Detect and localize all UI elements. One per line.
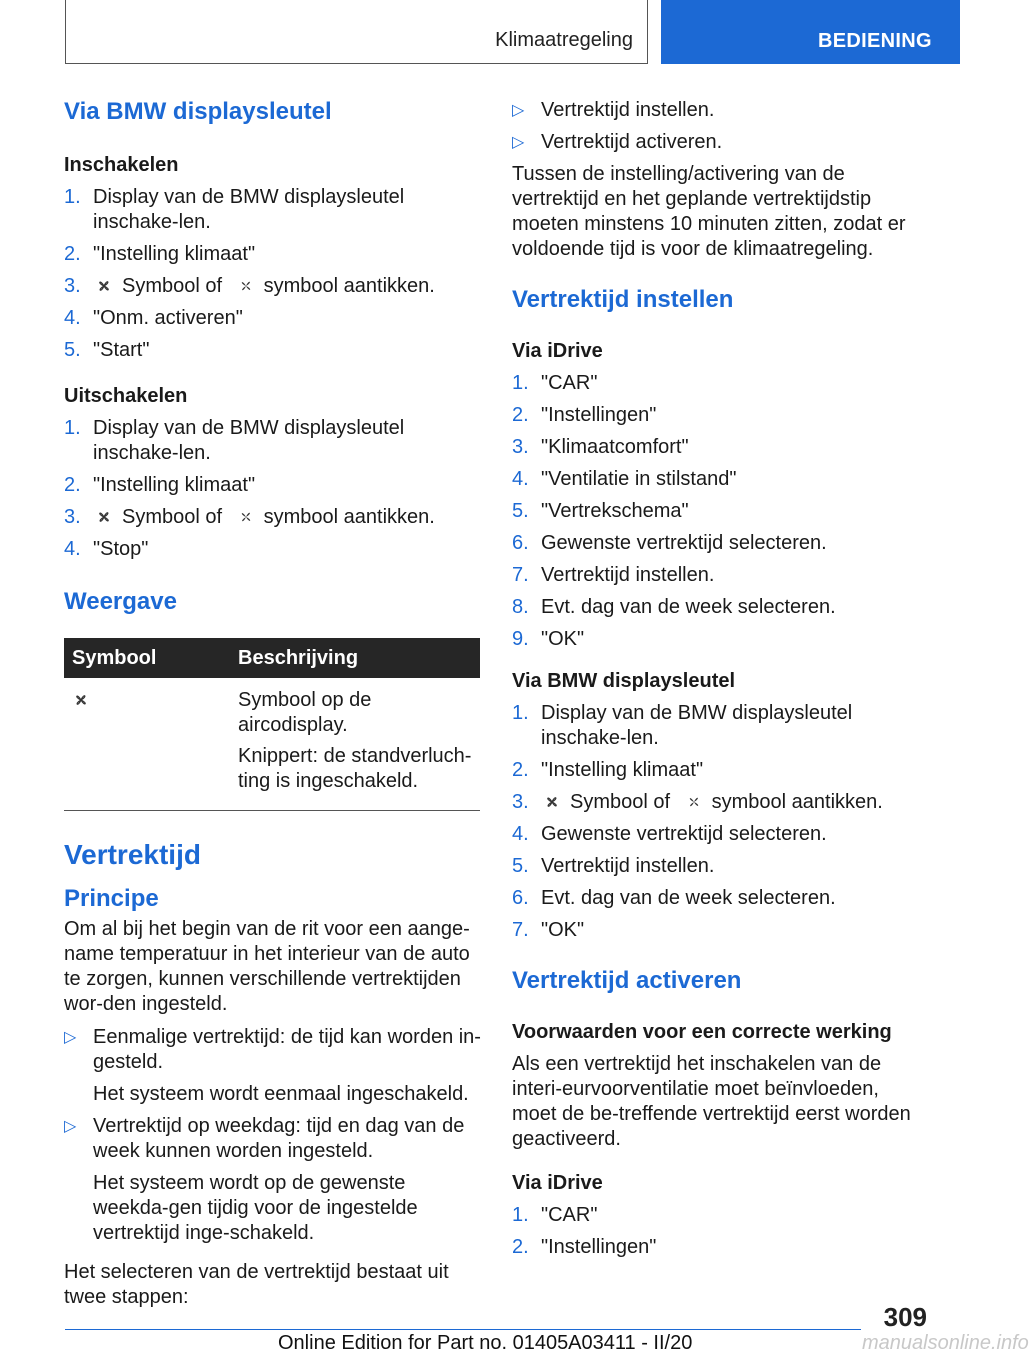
list-item: 8. Evt. dag van de week selecteren. [512, 596, 836, 618]
fan-filled-icon [237, 277, 255, 295]
display-title: Weergave [64, 588, 177, 615]
list-item: 9. "OK" [512, 628, 585, 650]
list-item: 3. Symbool of symbool aantikken. [64, 506, 435, 528]
conditions-heading: Voorwaarden voor een correcte werking [512, 1021, 892, 1043]
fan-outline-icon [95, 508, 113, 526]
list-item: 6. Evt. dag van de week selecteren. [512, 887, 836, 909]
list-item: 3. Symbool of symbool aantikken. [512, 791, 883, 813]
list-item: 4. "Stop" [64, 538, 149, 560]
list-item: 2. "Instelling klimaat" [64, 474, 256, 496]
page-number: 309 [883, 1302, 927, 1332]
timing-note: Tussen de instelling/activering van de vertrektijd en het geplande vertrektijdstip moeten minstens 10 minuten zitten, zodat er voldoende tijd is voor de klimaatregeling. [512, 163, 906, 260]
list-item: 2. "Instelling klimaat" [512, 759, 704, 781]
left-column [64, 98, 482, 1318]
section-tab: BEDIENING [661, 0, 960, 64]
principle-title: Principe [64, 885, 159, 912]
header-chapter-box [65, 0, 648, 64]
heading-switch-off: Uitschakelen [64, 385, 188, 407]
section-title-key: Via BMW displaysleutel [64, 98, 332, 125]
footer-divider [65, 1329, 861, 1330]
conditions-text: Als een vertrektijd het inschakelen van de interi-eurvoorventilatie moet beïnvloeden, moet de be-treffende vertrektijd eerst worden geactiveerd. [512, 1053, 911, 1150]
list-item: 5. "Vertrekschema" [512, 500, 689, 522]
fan-outline-icon [72, 691, 90, 709]
principle-text: Om al bij het begin van de rit voor een aange-name temperatuur in het interieur van de auto te zorgen, kunnen verschillende vertrektijden wor-den ingesteld. [64, 918, 470, 1015]
list-item: ▷ Eenmalige vertrektijd: de tijd kan worden in-gesteld. Het systeem wordt eenmaal ingeschakeld. [64, 1026, 481, 1105]
steps-intro-text: Het selecteren van de vertrektijd bestaat uit twee stappen: [64, 1261, 449, 1308]
list-item: ▷ Vertrektijd instellen. [512, 99, 715, 121]
triangle-bullet-icon: ▷ [64, 1029, 77, 1046]
list-item: 7. Vertrektijd instellen. [512, 564, 715, 586]
via-idrive-heading: Via iDrive [512, 340, 603, 362]
chapter-title: Klimaatregeling [495, 29, 633, 51]
list-item: 4. "Ventilatie in stilstand" [512, 468, 737, 490]
list-item: 1. "CAR" [512, 1204, 598, 1226]
table-row [64, 678, 480, 811]
key-steps [512, 701, 924, 943]
set-time-title: Vertrektijd instellen [512, 286, 734, 313]
list-item: 5. "Start" [64, 339, 150, 361]
fan-filled-icon [237, 508, 255, 526]
list-item: 4. Gewenste vertrektijd selecteren. [512, 823, 827, 845]
table-cell-symbol [64, 678, 230, 811]
watermark-text: manualsonline.info [862, 1332, 1029, 1354]
symbol-table [64, 638, 480, 811]
edition-text: Online Edition for Part no. 01405A03411 - II/20 [278, 1332, 693, 1354]
step-list [512, 98, 924, 155]
table-cell-description: Symbool op de aircodisplay. Knippert: de standverluch-ting is ingeschakeld. [230, 678, 480, 811]
departure-title: Vertrektijd [64, 839, 201, 870]
departure-type-list [64, 1025, 482, 1246]
right-column [512, 98, 924, 1274]
list-item: 2. "Instelling klimaat" [64, 243, 256, 265]
fan-outline-icon [95, 277, 113, 295]
switch-off-steps [64, 416, 482, 562]
list-item: 7. "OK" [512, 919, 585, 941]
via-key-heading: Via BMW displaysleutel [512, 670, 736, 692]
list-item: 3. Symbool of symbool aantikken. [64, 275, 435, 297]
list-item: 2. "Instellingen" [512, 1236, 657, 1258]
activate-time-title: Vertrektijd activeren [512, 967, 742, 994]
switch-on-steps [64, 185, 482, 363]
list-item: ▷ Vertrektijd op weekdag: tijd en dag van de week kunnen worden ingesteld. Het systeem wordt op de gewenste weekda-gen tijdig voor de ingestelde vertrektijd inge-schakeld. [64, 1115, 465, 1244]
list-item: 3. "Klimaatcomfort" [512, 436, 689, 458]
list-item: 1. Display van de BMW displaysleutel inschake-len. [64, 417, 405, 464]
list-item: ▷ Vertrektijd activeren. [512, 131, 723, 153]
table-header-symbol: Symbool [64, 638, 230, 678]
fan-outline-icon [543, 793, 561, 811]
list-item: 4. "Onm. activeren" [64, 307, 243, 329]
heading-switch-on: Inschakelen [64, 154, 179, 176]
fan-filled-icon [685, 793, 703, 811]
list-item: 5. Vertrektijd instellen. [512, 855, 715, 877]
list-item: 2. "Instellingen" [512, 404, 657, 426]
triangle-bullet-icon: ▷ [64, 1118, 77, 1135]
triangle-bullet-icon: ▷ [512, 102, 525, 119]
list-item: 6. Gewenste vertrektijd selecteren. [512, 532, 827, 554]
list-item: 1. Display van de BMW displaysleutel inschake-len. [512, 702, 853, 749]
triangle-bullet-icon: ▷ [512, 134, 525, 151]
list-item: 1. Display van de BMW displaysleutel inschake-len. [64, 186, 405, 233]
table-header-description: Beschrijving [230, 638, 480, 678]
activate-steps [512, 1203, 924, 1260]
idrive-steps [512, 371, 924, 652]
list-item: 1. "CAR" [512, 372, 598, 394]
via-idrive-heading-2: Via iDrive [512, 1172, 603, 1194]
